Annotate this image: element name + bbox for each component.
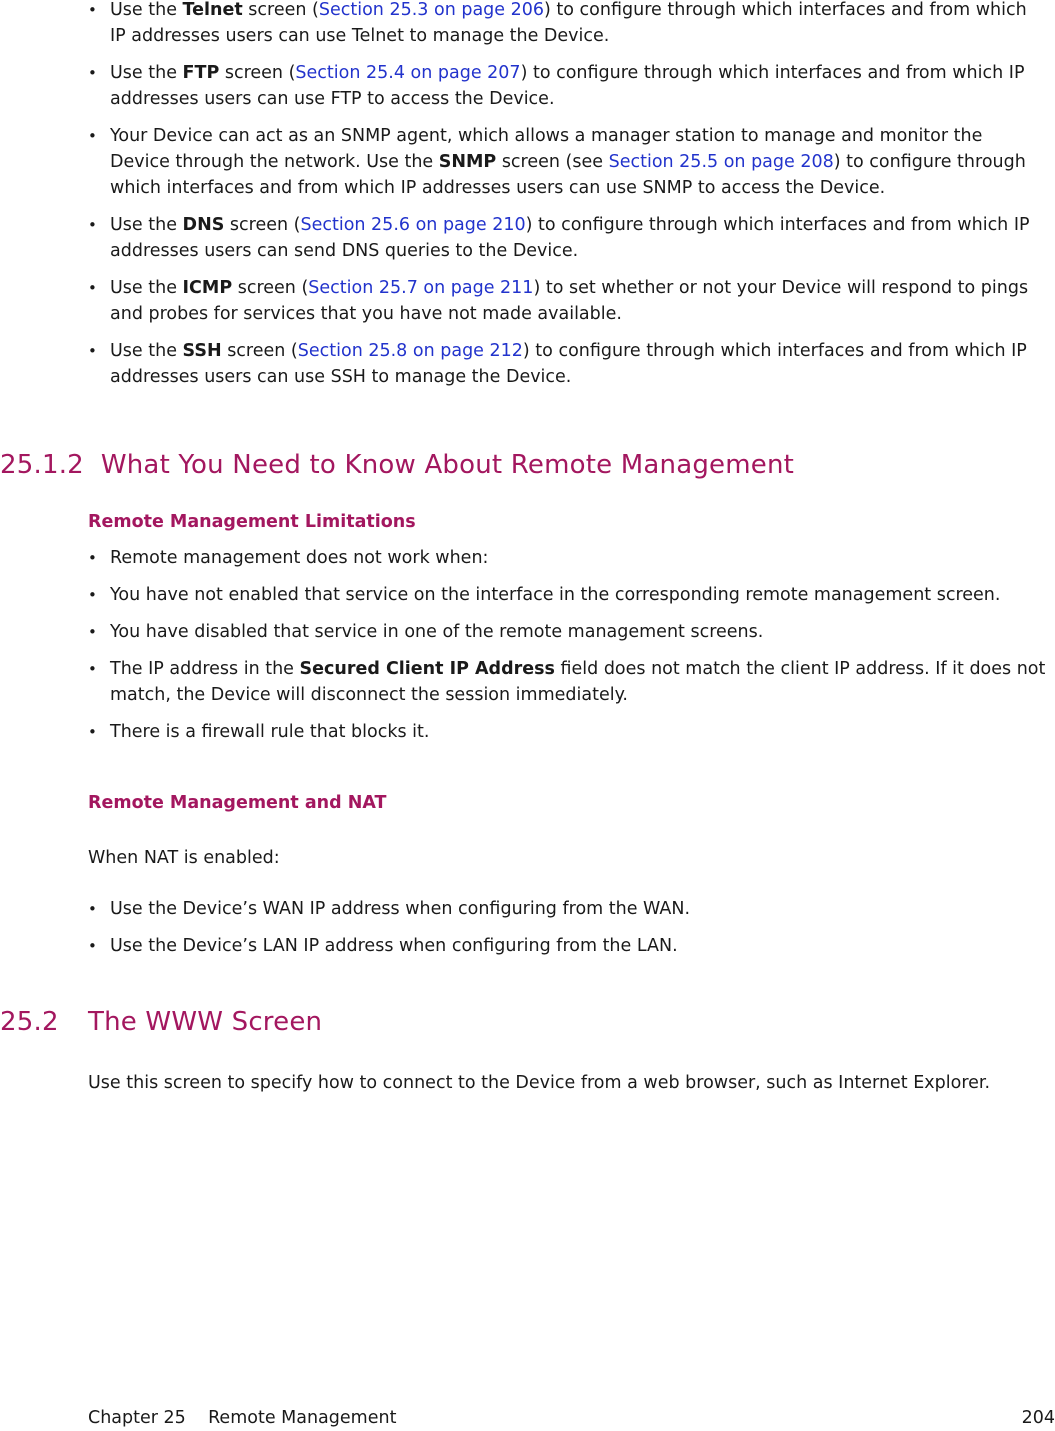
limitations-list [0,545,1055,756]
bullet: • [88,937,97,955]
footer-chapter: Chapter 25 [88,1408,186,1428]
subsection-heading-limitations: Remote Management Limitations [88,512,416,532]
section-link[interactable]: Section 25.6 on page 210 [300,215,526,235]
nat-intro: When NAT is enabled: [88,848,280,868]
list-item: • Use the Device’s WAN IP address when configuring from the WAN. [0,896,1055,922]
list-item: • You have not enabled that service on the interface in the corresponding remote management screen. [0,582,1055,608]
list-item: • Your Device can act as an SNMP agent, which allows a manager station to manage and monitor the Device through the network. Use the SNMP screen (see Section 25.5 on page 208) to configure through which interfaces and from which IP addresses users can use SNMP to access the Device. [0,123,1055,201]
nat-list [0,896,1055,970]
bullet: • [88,1,97,19]
list-item: • The IP address in the Secured Client IP Address field does not match the client IP address. If it does not match, the Device will disconnect the session immediately. [0,656,1055,708]
page-number: 204 [1021,1408,1055,1428]
list-item: • There is a firewall rule that blocks it. [0,719,1055,745]
remote-screens-list [0,0,1055,401]
bullet: • [88,127,97,145]
list-item: • Remote management does not work when: [0,545,1055,571]
section-link[interactable]: Section 25.4 on page 207 [295,63,521,83]
list-item: • Use the Device’s LAN IP address when configuring from the LAN. [0,933,1055,959]
section-heading: 25.2 The WWW Screen [0,1007,323,1037]
section-link[interactable]: Section 25.5 on page 208 [608,152,834,172]
bullet: • [88,723,97,741]
footer-chapter-title: Remote Management [208,1408,397,1428]
list-item: • Use the ICMP screen (Section 25.7 on page 211) to set whether or not your Device will respond to pings and probes for services that you have not made available. [0,275,1055,327]
bullet: • [88,216,97,234]
bullet: • [88,279,97,297]
list-item: • Use the FTP screen (Section 25.4 on page 207) to configure through which interfaces and from which IP addresses users can use FTP to access the Device. [0,60,1055,112]
list-item: • Use the SSH screen (Section 25.8 on page 212) to configure through which interfaces and from which IP addresses users can use SSH to manage the Device. [0,338,1055,390]
list-item: • Use the Telnet screen (Section 25.3 on page 206) to configure through which interfaces and from which IP addresses users can use Telnet to manage the Device. [0,0,1055,49]
section-link[interactable]: Section 25.8 on page 212 [297,341,523,361]
bullet: • [88,900,97,918]
section-link[interactable]: Section 25.3 on page 206 [318,0,545,20]
page-footer [88,1405,1055,1431]
list-item: • Use the DNS screen (Section 25.6 on page 210) to configure through which interfaces and from which IP addresses users can send DNS queries to the Device. [0,212,1055,264]
bullet: • [88,586,97,604]
bullet: • [88,342,97,360]
bullet: • [88,660,97,678]
bullet: • [88,623,97,641]
section-heading: 25.1.2 What You Need to Know About Remote Management [0,450,795,480]
bullet: • [88,64,97,82]
list-item: • You have disabled that service in one of the remote management screens. [0,619,1055,645]
section-body: Use this screen to specify how to connect to the Device from a web browser, such as Internet Explorer. [88,1073,991,1093]
section-link[interactable]: Section 25.7 on page 211 [308,278,534,298]
bullet: • [88,549,97,567]
subsection-heading-nat: Remote Management and NAT [88,793,387,813]
